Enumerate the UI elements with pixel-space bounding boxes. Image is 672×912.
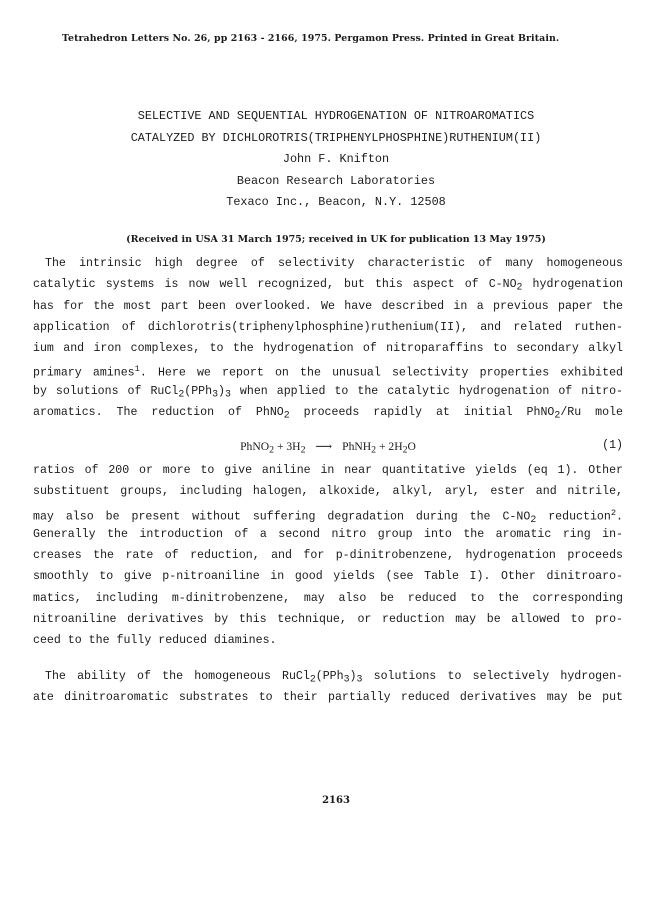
footnote-ref-1: 1 <box>134 364 140 375</box>
text-line: Generally the introduction of a second nitro group into the aromatic ring in- <box>33 527 623 541</box>
text-line: The intrinsic high degree of selectivity characteristic of many homogeneous <box>45 257 623 270</box>
page-number: 2163 <box>322 795 350 806</box>
equation-number: (1) <box>602 439 623 452</box>
paragraph-3 <box>33 666 623 709</box>
footnote-ref-2: 2 <box>610 507 617 518</box>
text-line: by solutions of $RuCl_2(PPh_3)_3$ when applied to the catalytic hydrogenation of nitro- <box>33 384 623 400</box>
text-line: has for the most part been overlooked. We have described in a previous paper the <box>33 299 623 313</box>
paragraph-1 <box>33 253 623 423</box>
equation-body: PhNO$_2$ + $3H_2$ ⟶ PhNH$_2$ + $2H_2O$ <box>240 440 416 456</box>
author-name: John F. Knifton <box>282 152 390 166</box>
received-dates: (Received in USA 31 March 1975; received in UK for publication 13 May 1975) <box>126 234 546 245</box>
article-title-block <box>0 106 672 214</box>
affiliation-line-2: Texaco Inc., Beacon, N.Y. 12508 <box>226 195 446 209</box>
text-line: application of dichlorotris(triphenylphosphine)ruthenium(II), and related ruthen- <box>33 320 623 334</box>
article-title-line-2: CATALYZED BY DICHLOROTRIS(TRIPHENYLPHOSPHINE)RUTHENIUM(II) <box>130 130 542 145</box>
reaction-arrow-icon: ⟶ <box>315 440 333 453</box>
text-line: The ability of the homogeneous $RuCl_2(PPh_3)_3$ solutions to selectively hydrogen- <box>45 670 623 685</box>
text-line: ate dinitroaromatic substrates to their partially reduced derivatives may be put <box>33 691 623 705</box>
text-line: primary amines$^1$. Here we report on the unusual selectivity properties exhibited <box>33 364 624 380</box>
affiliation-line-1: Beacon Research Laboratories <box>236 173 436 188</box>
text-line: matics, including m-dinitrobenzene, may also be reduced to the corresponding <box>33 591 623 605</box>
paragraph-2 <box>33 460 623 652</box>
text-line: ratios of 200 or more to give aniline in near quantitative yields (eq 1). Other <box>33 464 623 477</box>
text-line: ium and iron complexes, to the hydrogenation of nitroparaffins to secondary alkyl <box>33 342 623 356</box>
text-line: smoothly to give p-nitroaniline in good yields (see Table I). Other dinitroaro- <box>33 570 623 584</box>
text-line: substituent groups, including halogen, alkoxide, alkyl, aryl, ester and nitrile, <box>33 485 623 499</box>
chemical-equation-1 <box>33 439 623 457</box>
text-line: ceed to the fully reduced diamines. <box>33 634 277 648</box>
text-line: nitroaniline derivatives by this technique, or reduction may be allowed to pro- <box>33 613 623 627</box>
text-line: creases the rate of reduction, and for p-dinitrobenzene, hydrogenation proceeds <box>33 549 623 563</box>
article-title-line-1: SELECTIVE AND SEQUENTIAL HYDROGENATION OF NITROAROMATICS <box>137 109 535 123</box>
text-line: may also be present without suffering degradation during the $C-NO_2$ reduction$^2$. <box>33 507 624 525</box>
text-line: catalytic systems is now well recognized, but this aspect of $C-NO_2$ hydrogenation <box>33 278 624 293</box>
journal-citation-header: Tetrahedron Letters No. 26, pp 2163 - 2166, 1975. Pergamon Press. Printed in Great Britain. <box>62 33 560 44</box>
text-line: aromatics. The reduction of PhNO$_2$ proceeds rapidly at initial PhNO$_2$/Ru mole <box>33 406 623 421</box>
